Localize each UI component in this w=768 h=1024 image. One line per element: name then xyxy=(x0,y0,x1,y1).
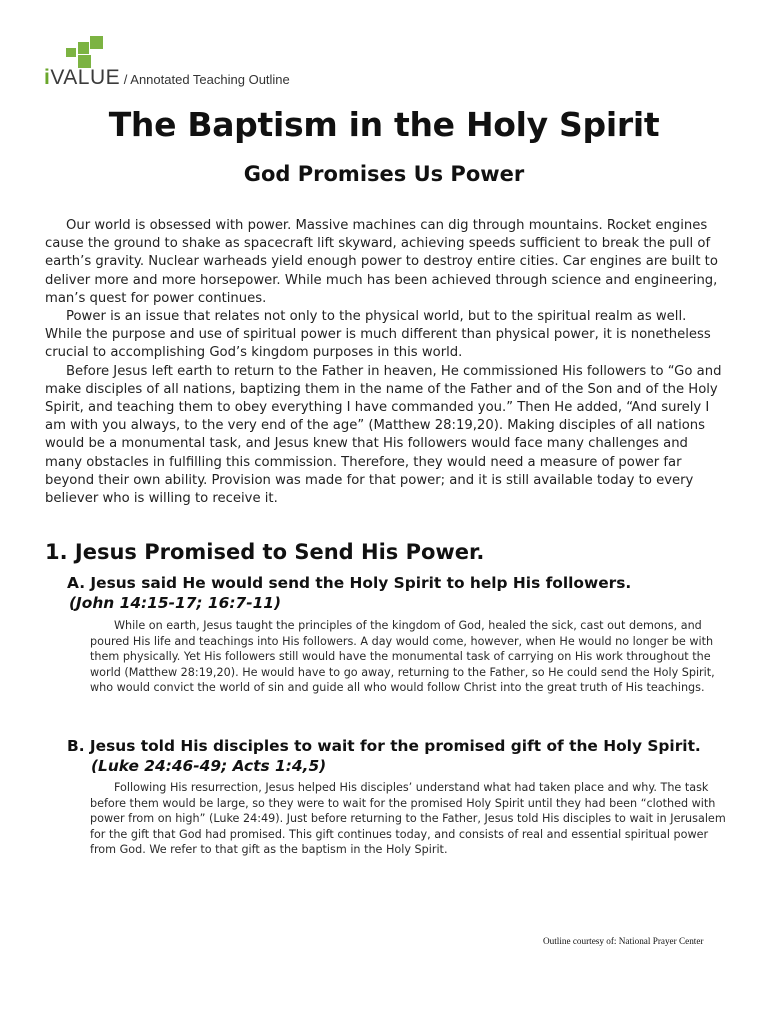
credit-line: Outline courtesy of: National Prayer Center xyxy=(543,936,704,946)
logo-wordmark xyxy=(44,67,290,91)
logo-brand-value: VALUE xyxy=(50,66,121,89)
item-b-body: Following His resurrection, Jesus helped His disciples’ understand what had taken place and why. The task before them would be large, so they were to wait for the promised Holy Spirit until they had been “clothed with power from on high” (Luke 24:49). Just before returning to the Father, Jesus told His disciples to wait in Jerusalem for the gift that God had promised. This gift continues today, and consists of real and essential spiritual power from God. We refer to that gift as the baptism in the Holy Spirit. xyxy=(90,781,726,857)
intro-paragraph: Power is an issue that relates not only to the physical world, but to the spiritual realm as well. While the purpose and use of spiritual power is much different than physical power, it is nonetheless crucial to accomplishing God’s kingdom purposes in this world. xyxy=(45,309,711,361)
item-b-reference: (Luke 24:46-49; Acts 1:4,5) xyxy=(91,757,327,775)
item-a-body: While on earth, Jesus taught the principles of the kingdom of God, healed the sick, cast out demons, and poured His life and teachings into His followers. A day would come, however, when He would no longer be with them physically. Yet His followers still would have the monumental task of carrying on His work throughout the world (Matthew 28:19,20). He would have to go away, returning to the Father, so He could send the Holy Spirit, who would convict the world of sin and guide all who would follow Christ into the great truth of His teachings. xyxy=(90,619,715,695)
logo-squares-icon xyxy=(66,36,106,70)
logo-subtitle: / Annotated Teaching Outline xyxy=(120,72,290,87)
item-b-heading xyxy=(67,736,747,776)
page-title: The Baptism in the Holy Spirit xyxy=(108,105,660,144)
item-a-reference: (John 14:15-17; 16:7-11) xyxy=(69,594,282,612)
intro-text xyxy=(45,217,725,508)
intro-paragraph: Our world is obsessed with power. Massive machines can dig through mountains. Rocket engines cause the ground to shake as spacecraft lift skyward, achieving speeds sufficient to break the pull of earth’s gravity. Nuclear warheads yield enough power to destroy entire cities. Car engines are built to deliver more and more horsepower. While much has been achieved through science and engineering, man’s quest for power continues. xyxy=(45,218,718,306)
ivalue-logo xyxy=(44,36,344,90)
item-a-heading xyxy=(67,573,747,613)
item-b-title: B. Jesus told His disciples to wait for the promised gift of the Holy Spirit. xyxy=(67,737,701,755)
intro-paragraph: Before Jesus left earth to return to the Father in heaven, He commissioned His followers to “Go and make disciples of all nations, baptizing them in the name of the Father and of the Son and of the Holy Spirit, and teaching them to obey everything I have commanded you.” Then He added, “And surely I am with you always, to the very end of the age” (Matthew 28:19,20). Making disciples of all nations would be a monumental task, and Jesus knew that His followers would face many challenges and many obstacles in fulfilling this commission. Therefore, they would need a measure of power far beyond their own ability. Provision was made for that power; and it is still available today to every believer who is willing to receive it. xyxy=(45,363,722,507)
item-a-title: A. Jesus said He would send the Holy Spirit to help His followers. xyxy=(67,574,632,592)
logo-brand-i: i xyxy=(44,66,51,89)
page-subtitle: God Promises Us Power xyxy=(243,162,525,186)
section-heading: 1. Jesus Promised to Send His Power. xyxy=(45,540,485,564)
